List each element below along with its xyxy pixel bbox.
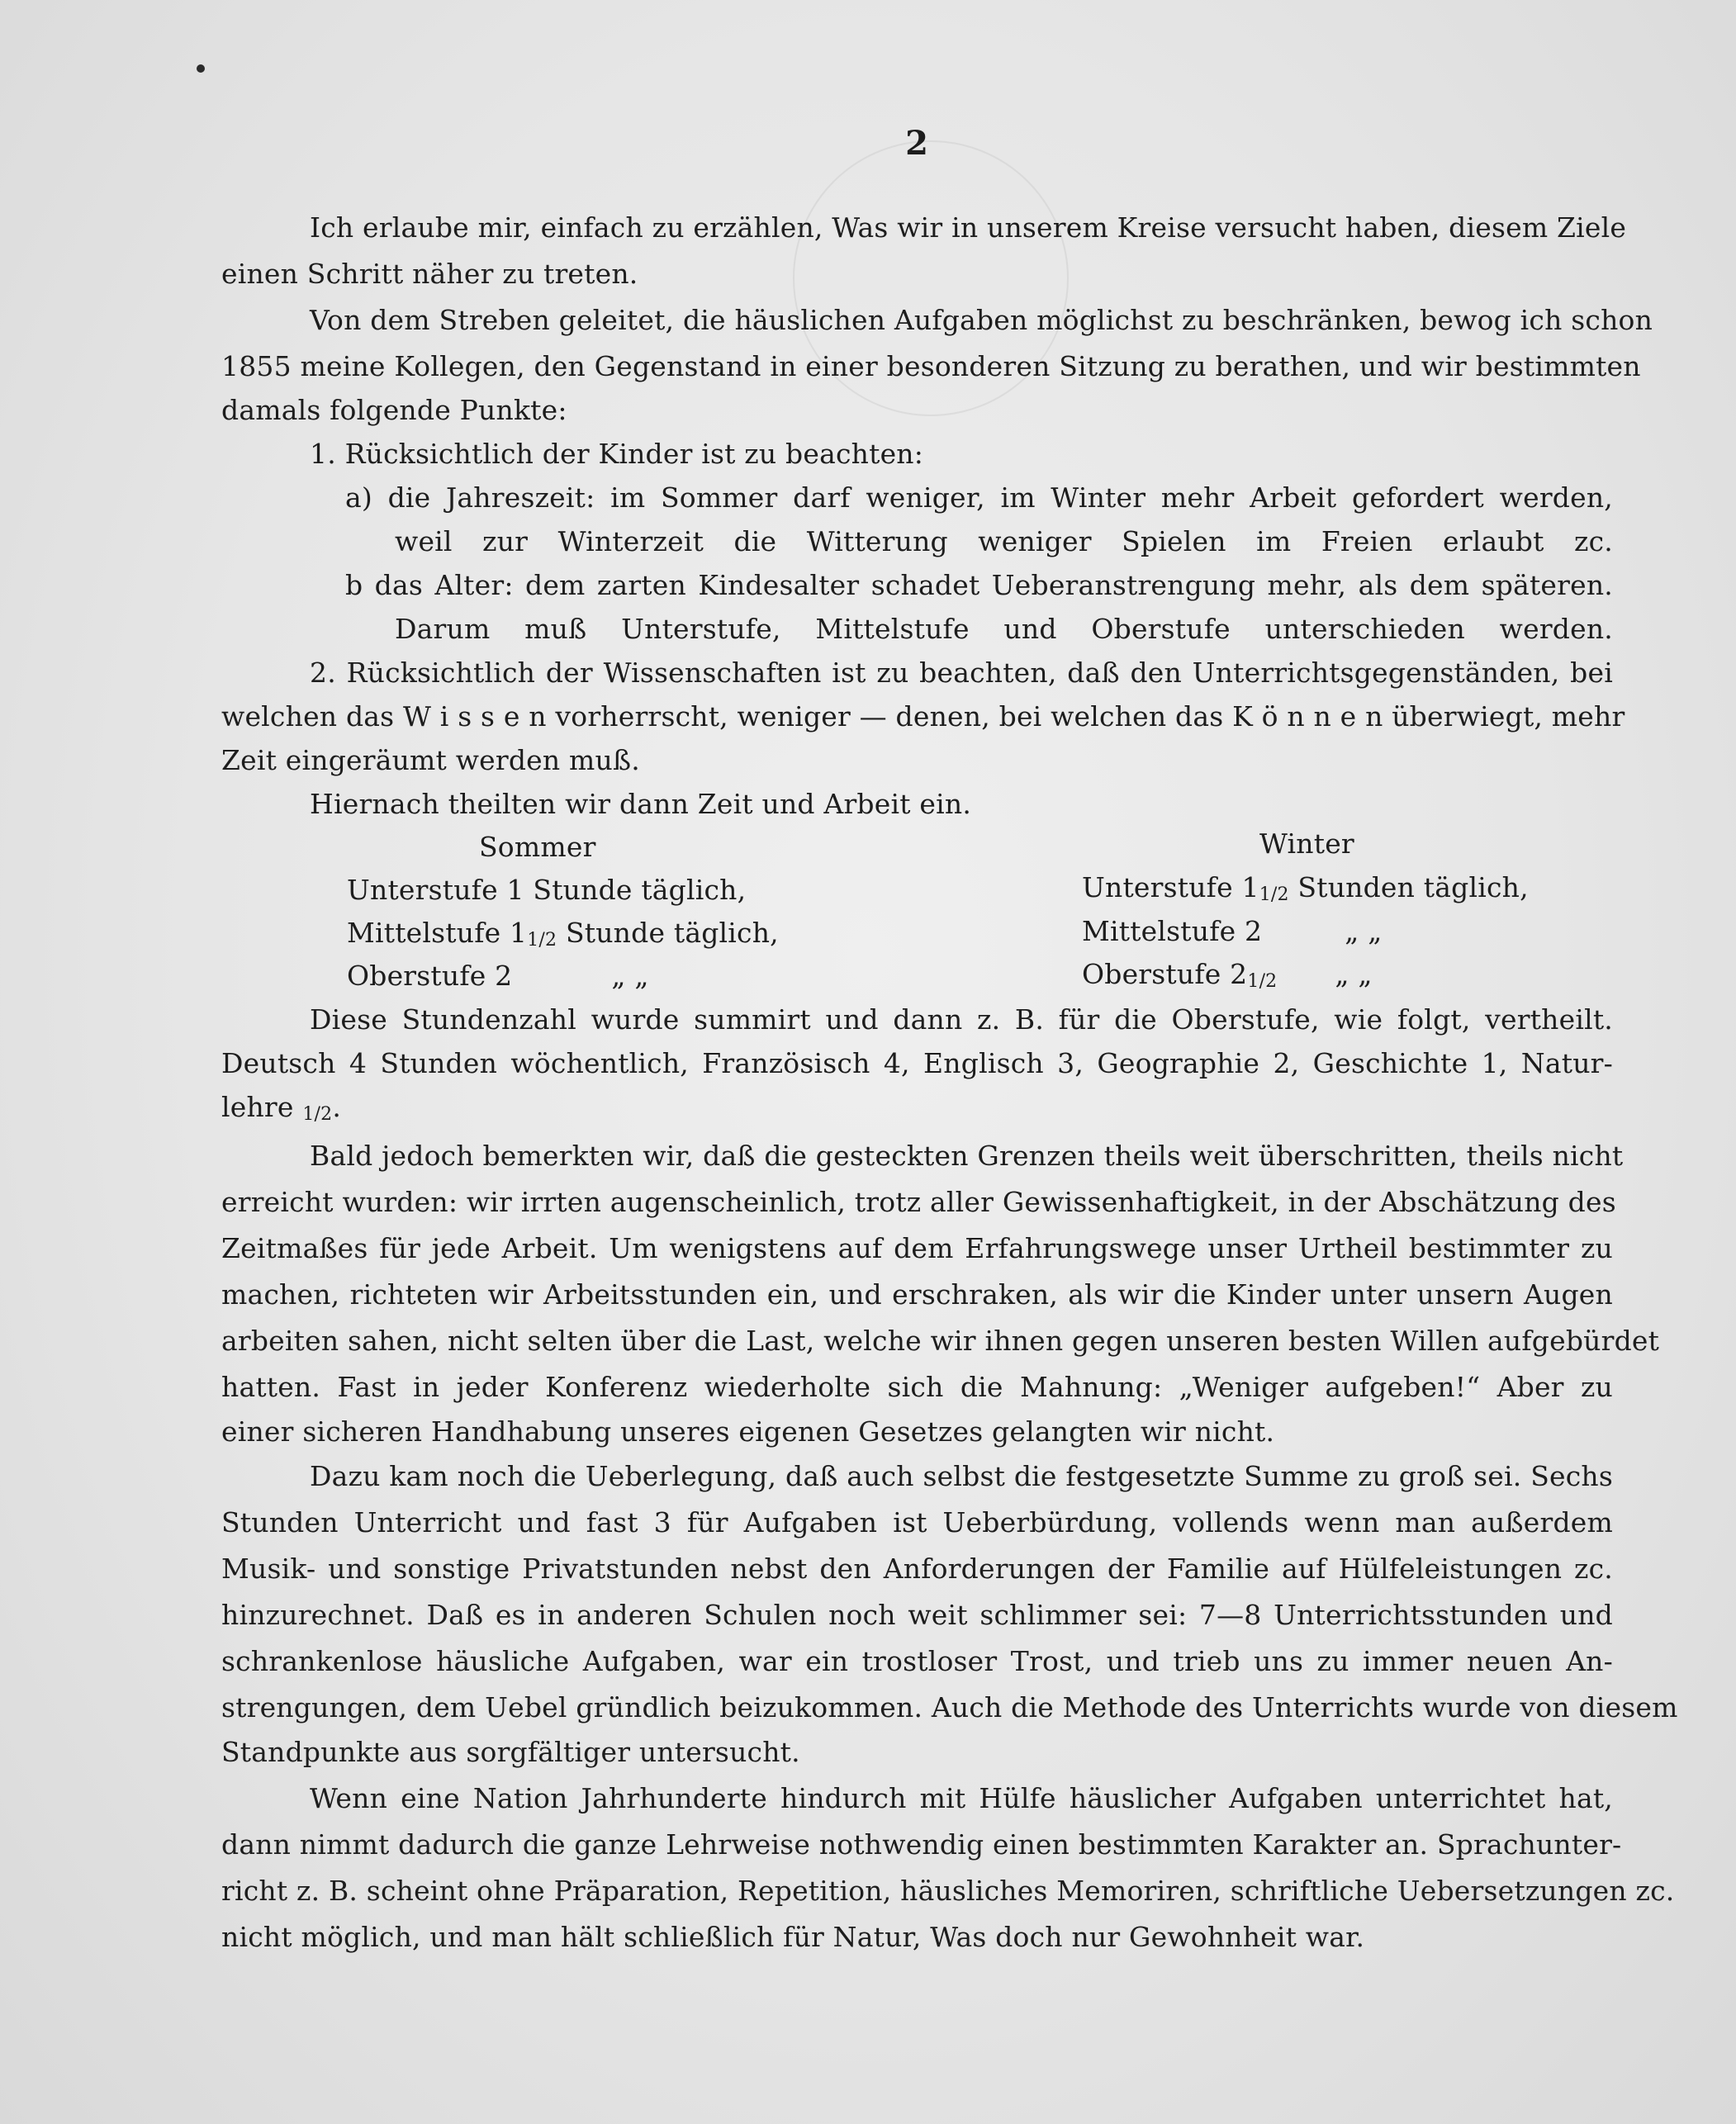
point-a-continued: weil zur Winterzeit die Witterung weniger Spielen im Freien erlaubt zc. [395,525,1613,557]
text-line: richt z. B. scheint ohne Präparation, Repetition, häusliches Memoriren, schriftliche Uebersetzungen zc. [221,1875,1675,1907]
text-line: Dazu kam noch die Ueberlegung, daß auch selbst die festgesetzte Summe zu groß sei. Sechs [310,1460,1613,1492]
text-line: nicht möglich, und man hält schließlich für Natur, Was doch nur Gewohnheit war. [221,1921,1365,1953]
text-line: lehre 1/2. [221,1091,342,1125]
text-line: Ich erlaube mir, einfach zu erzählen, Was wir in unserem Kreise versucht haben, diesem Ziele [310,211,1627,244]
text-line: welchen das W i s s e n vorherrscht, weniger — denen, bei welchen das K ö n n e n überwiegt, mehr [221,700,1625,732]
text-line: Bald jedoch bemerkten wir, daß die gesteckten Grenzen theils weit überschritten, theils nicht [310,1140,1624,1172]
text-line: Wenn eine Nation Jahrhunderte hindurch mit Hülfe häuslicher Aufgaben unterrichtet hat, [310,1782,1613,1814]
text-line: Deutsch 4 Stunden wöchentlich, Französisch 4, Englisch 3, Geographie 2, Geschichte 1, Natur- [221,1047,1613,1079]
text-line: strengungen, dem Uebel gründlich beizukommen. Auch die Methode des Unterrichts wurde von diesem [221,1691,1678,1723]
text-line: Zeitmaßes für jede Arbeit. Um wenigstens auf dem Erfahrungswege unser Urtheil bestimmter zu [221,1232,1613,1264]
schedule-sommer-row: Oberstufe 2 „ „ [347,960,649,992]
ink-dot [197,64,205,73]
text-line: hatten. Fast in jeder Konferenz wiederholte sich die Mahnung: „Weniger aufgeben!“ Aber zu [221,1371,1613,1403]
schedule-sommer-row: Mittelstufe 11/2 Stunde täglich, [347,917,779,951]
point-1: 1. Rücksichtlich der Kinder ist zu beachten: [310,438,924,470]
text-line: machen, richteten wir Arbeitsstunden ein, und erschraken, als wir die Kinder unter unsern Augen [221,1278,1613,1311]
text-line: Zeit eingeräumt werden muß. [221,744,640,776]
point-b: b das Alter: dem zarten Kindesalter schadet Ueberanstrengung mehr, als dem späteren. [345,569,1613,601]
text-line: hinzurechnet. Daß es in anderen Schulen noch weit schlimmer sei: 7—8 Unterrichtsstunden und [221,1599,1613,1631]
schedule-sommer-row: Unterstufe 1 Stunde täglich, [347,874,747,906]
point-b-continued: Darum muß Unterstufe, Mittelstufe und Oberstufe unterschieden werden. [395,613,1613,645]
column-header-winter: Winter [1259,827,1354,860]
schedule-winter-row: Mittelstufe 2 „ „ [1082,915,1383,947]
text-line: einen Schritt näher zu treten. [221,258,638,290]
page-number: 2 [905,124,928,163]
text-line: Standpunkte aus sorgfältiger untersucht. [221,1736,800,1768]
text-line: dann nimmt dadurch die ganze Lehrweise nothwendig einen bestimmten Karakter an. Sprachunter- [221,1828,1622,1861]
text-line: damals folgende Punkte: [221,394,567,426]
text-line: erreicht wurden: wir irrten augenscheinlich, trotz aller Gewissenhaftigkeit, in der Abschätzung des [221,1186,1616,1218]
schedule-winter-row: Unterstufe 11/2 Stunden täglich, [1082,871,1529,905]
text-line: Hiernach theilten wir dann Zeit und Arbeit ein. [310,788,972,820]
text-line: einer sicheren Handhabung unseres eigenen Gesetzes gelangten wir nicht. [221,1415,1275,1448]
text-line: 1855 meine Kollegen, den Gegenstand in einer besonderen Sitzung zu berathen, und wir bestimmten [221,350,1641,382]
schedule-winter-row: Oberstufe 21/2 „ „ [1082,958,1373,992]
text-line: Musik- und sonstige Privatstunden nebst den Anforderungen der Familie auf Hülfeleistungen zc. [221,1553,1613,1585]
column-header-sommer: Sommer [479,831,596,863]
text-line: Stunden Unterricht und fast 3 für Aufgaben ist Ueberbürdung, vollends wenn man außerdem [221,1506,1613,1538]
point-2: 2. Rücksichtlich der Wissenschaften ist zu beachten, daß den Unterrichtsgegenständen, bei [310,657,1613,689]
point-a: a) die Jahreszeit: im Sommer darf weniger, im Winter mehr Arbeit gefordert werden, [345,481,1613,514]
text-line: schrankenlose häusliche Aufgaben, war ein trostloser Trost, und trieb uns zu immer neuen An- [221,1645,1613,1677]
text-line: arbeiten sahen, nicht selten über die Last, welche wir ihnen gegen unseren besten Willen aufgebürdet [221,1325,1660,1357]
text-line: Diese Stundenzahl wurde summirt und dann z. B. für die Oberstufe, wie folgt, vertheilt. [310,1003,1613,1036]
text-line: Von dem Streben geleitet, die häuslichen Aufgaben möglichst zu beschränken, bewog ich schon [310,304,1653,336]
